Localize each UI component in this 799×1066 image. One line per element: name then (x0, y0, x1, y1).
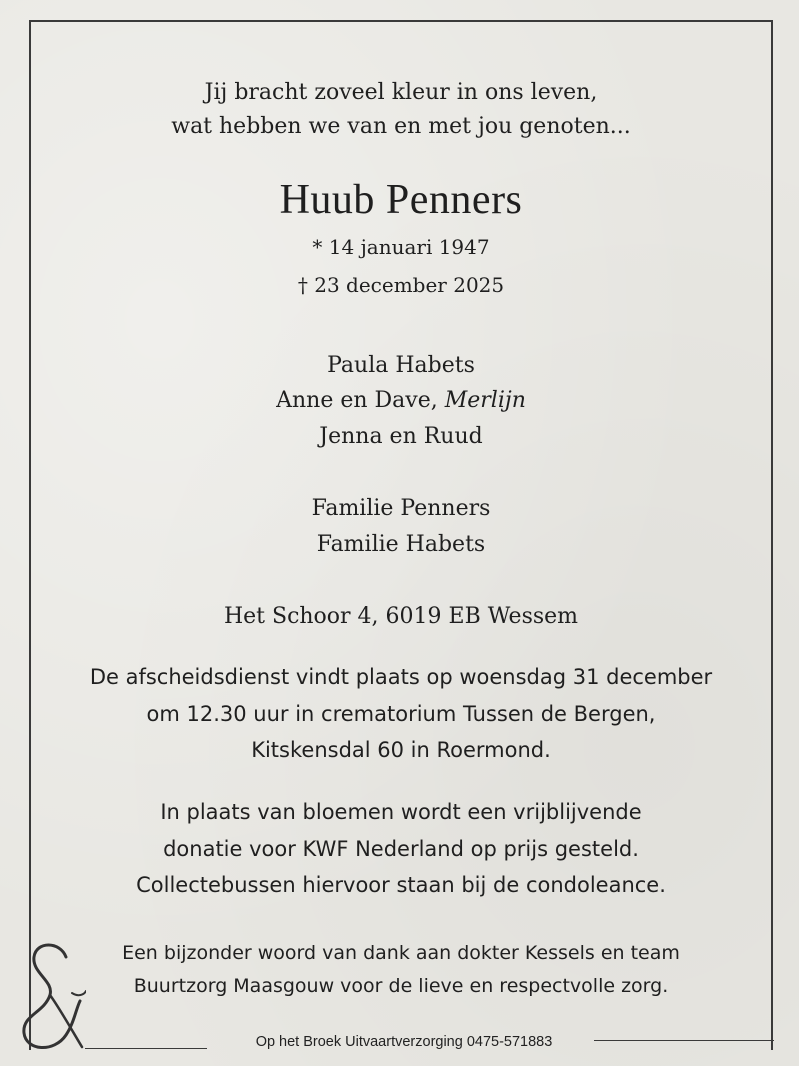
birth-date: * 14 januari 1947 (312, 235, 490, 259)
footer-rule-right (594, 1040, 774, 1041)
donation-line-2: donatie voor KWF Nederland op prijs gesteld. (163, 837, 639, 861)
donation-line-1: In plaats van bloemen wordt een vrijblijvende (160, 800, 642, 824)
family-line-2-italic: Merlijn (444, 388, 526, 413)
thanks-line-2: Buurtzorg Maasgouw voor de lieve en respectvolle zorg. (133, 975, 669, 997)
service-line-1: De afscheidsdienst vindt plaats op woensdag 31 december (89, 665, 713, 689)
ampersand-logo-icon (14, 935, 86, 1060)
family-line-2 (29, 384, 773, 418)
motto-line-2: wat hebben we van en met jou genoten... (171, 114, 631, 139)
death-date: † 23 december 2025 (297, 273, 505, 297)
family-line-1: Paula Habets (327, 353, 475, 378)
family-line-3: Jenna en Ruud (319, 424, 483, 449)
address: Het Schoor 4, 6019 EB Wessem (223, 604, 579, 629)
thanks-line-1: Een bijzonder woord van dank aan dokter Kessels en team (122, 942, 680, 964)
family-line-2-text: Anne en Dave, (276, 388, 445, 413)
motto-line-1: Jij bracht zoveel kleur in ons leven, (204, 80, 598, 105)
family-line-5: Familie Habets (316, 532, 486, 557)
deceased-name: Huub Penners (279, 177, 523, 223)
donation-line-3: Collectebussen hiervoor staan bij de condoleance. (136, 873, 666, 897)
service-line-3: Kitskensdal 60 in Roermond. (251, 738, 551, 762)
funeral-home-credit: Op het Broek Uitvaartverzorging 0475-571883 (255, 1034, 553, 1050)
family-line-4: Familie Penners (311, 496, 491, 521)
service-line-2: om 12.30 uur in crematorium Tussen de Bergen, (146, 702, 656, 726)
footer-rule-left (85, 1048, 207, 1049)
